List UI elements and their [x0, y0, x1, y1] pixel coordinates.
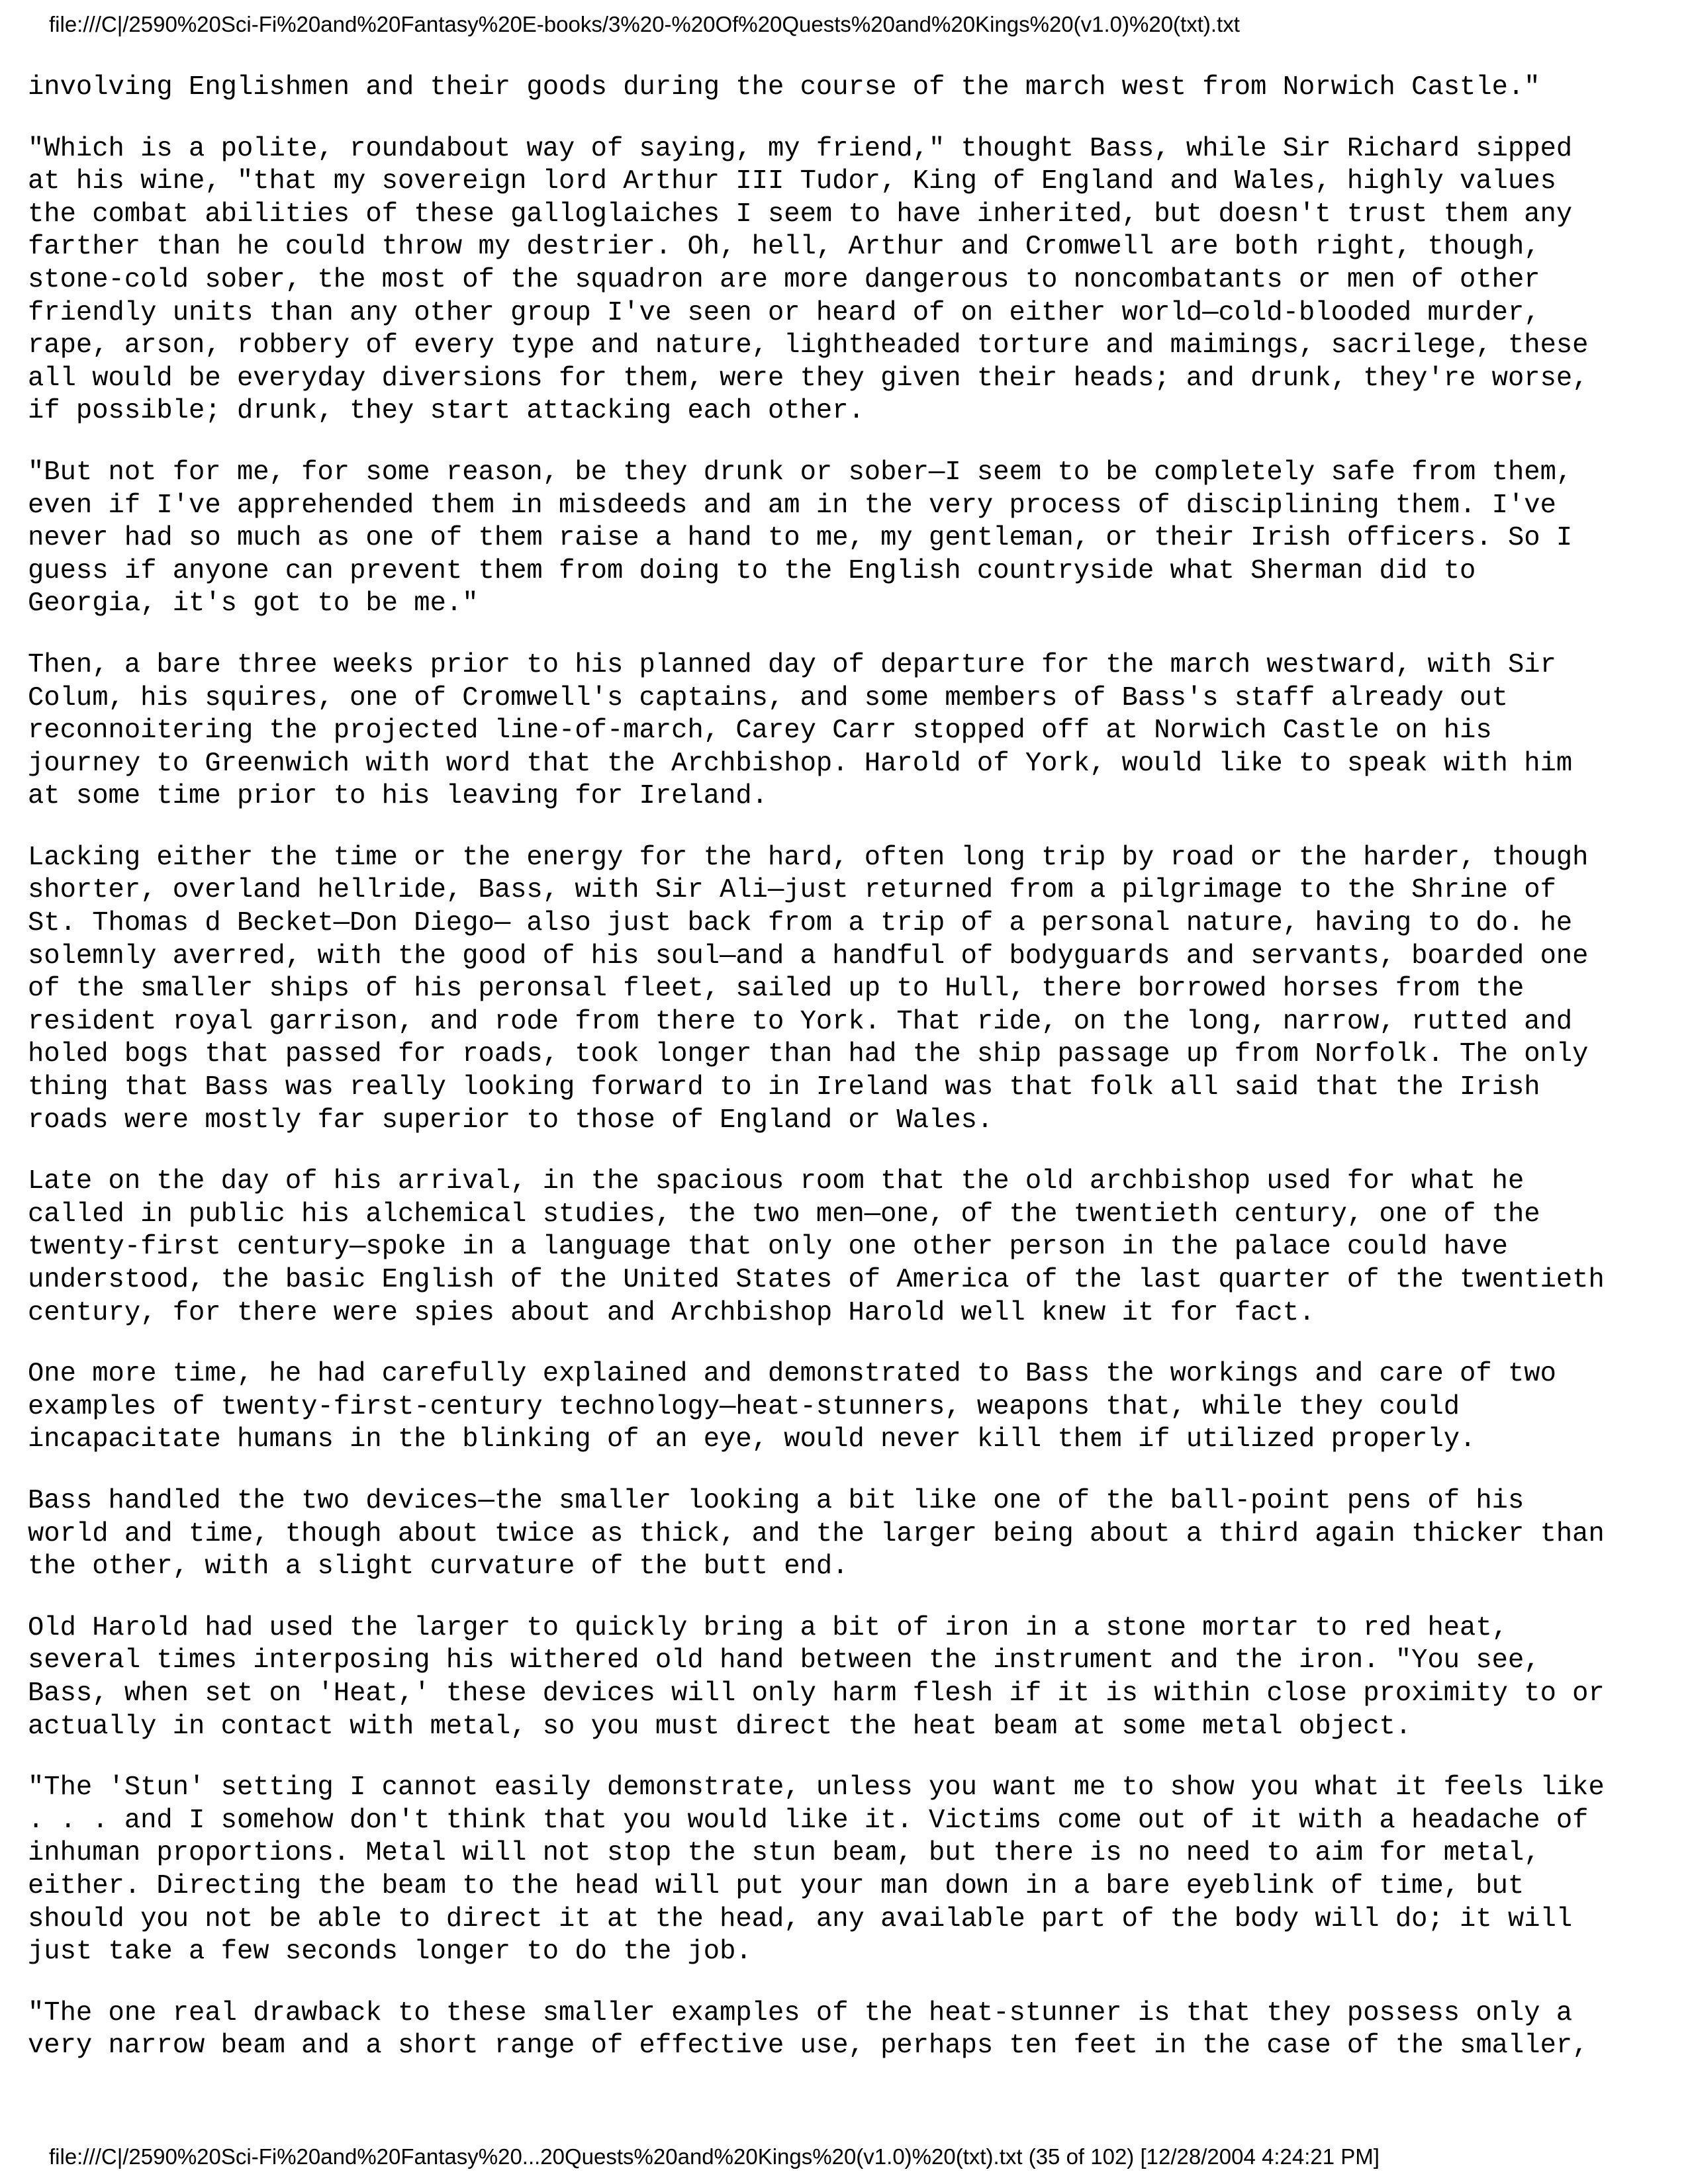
- paragraph: Bass handled the two devices—the smaller looking a bit like one of the ball-point pens of his world and time, though about twice as thick, and the larger being about a third again thicker than the other, with a slight curvature of the butt end.: [28, 1485, 1605, 1582]
- paragraph: involving Englishmen and their goods during the course of the march west from Norwich Castle.": [28, 72, 1540, 103]
- paragraph: "The one real drawback to these smaller examples of the heat-stunner is that they possess only a very narrow beam and a short range of effective use, perhaps ten feet in the case of the smaller,: [28, 1997, 1589, 2062]
- paragraph: "The 'Stun' setting I cannot easily demonstrate, unless you want me to show you what it feels like . . . and I somehow don't think that you would like it. Victims come out of it with a headache of inhuman proportions. Metal will not stop the stun beam, but there is no need to aim for metal, either. Directing the beam to the head will put your man down in a bare eyeblink of time, but should you not be able to direct it at the head, any available part of the body will do; it will just take a few seconds longer to do the job.: [28, 1772, 1605, 1968]
- paragraph: One more time, he had carefully explained and demonstrated to Bass the workings and care of two examples of twenty-first-century technology—heat-stunners, weapons that, while they could incapacitate humans in the blinking of an eye, would never kill them if utilized properly.: [28, 1359, 1556, 1455]
- paragraph: Then, a bare three weeks prior to his planned day of departure for the march westward, with Sir Colum, his squires, one of Cromwell's captains, and some members of Bass's staff already out reconnoitering the projected line-of-march, Carey Carr stopped off at Norwich Castle on his journey to Greenwich with word that the Archbishop. Harold of York, would like to speak with him at some time prior to his leaving for Ireland.: [28, 649, 1573, 812]
- paragraph: "Which is a polite, roundabout way of saying, my friend," thought Bass, while Sir Richard sipped at his wine, "that my sovereign lord Arthur III Tudor, King of England and Wales, highly values the combat abilities of these galloglaiches I seem to have inherited, but doesn't trust them any farther than he could throw my destrier. Oh, hell, Arthur and Cromwell are both right, though, stone-cold sober, the most of the squadron are more dangerous to noncombatants or men of other friendly units than any other group I've seen or heard of on either world—cold-blooded murder, rape, arson, robbery of every type and nature, lightheaded torture and maimings, sacrilege, these all would be everyday diversions for them, were they given their heads; and drunk, they're worse, if possible; drunk, they start attacking each other.: [28, 133, 1589, 427]
- page-footer-url: file:///C|/2590%20Sci-Fi%20and%20Fantasy%20...20Quests%20and%20Kings%20(v1.0)%20(txt).txt (35 of 102) [12/28/2004 4:24:21 PM]: [49, 2144, 1380, 2169]
- document-body: [28, 71, 1669, 2091]
- paragraph: Old Harold had used the larger to quickly bring a bit of iron in a stone mortar to red heat, several times interposing his withered old hand between the instrument and the iron. "You see, Bass, when set on 'Heat,' these devices will only harm flesh if it is within close proximity to or actually in contact with metal, so you must direct the heat beam at some metal object.: [28, 1612, 1605, 1742]
- paragraph: "But not for me, for some reason, be they drunk or sober—I seem to be completely safe from them, even if I've apprehended them in misdeeds and am in the very process of disciplining them. I've never had so much as one of them raise a hand to me, my gentleman, or their Irish officers. So I guess if anyone can prevent them from doing to the English countryside what Sherman did to Georgia, it's got to be me.": [28, 457, 1573, 619]
- paragraph: Lacking either the time or the energy for the hard, often long trip by road or the harder, though shorter, overland hellride, Bass, with Sir Ali—just returned from a pilgrimage to the Shrine of St. Thomas d Becket—Don Diego— also just back from a trip of a personal nature, having to do. he solemnly averred, with the good of his soul—and a handful of bodyguards and servants, boarded one of the smaller ships of his peronsal fleet, sailed up to Hull, there borrowed horses from the resident royal garrison, and rode from there to York. That ride, on the long, narrow, rutted and holed bogs that passed for roads, took longer than had the ship passage up from Norfolk. The only thing that Bass was really looking forward to in Ireland was that folk all said that the Irish roads were mostly far superior to those of England or Wales.: [28, 842, 1589, 1136]
- paragraph: Late on the day of his arrival, in the spacious room that the old archbishop used for what he called in public his alchemical studies, the two men—one, of the twentieth century, one of the twenty-first century—spoke in a language that only one other person in the palace could have understood, the basic English of the United States of America of the last quarter of the twentieth century, for there were spies about and Archbishop Harold well knew it for fact.: [28, 1166, 1605, 1328]
- page-header-url: file:///C|/2590%20Sci-Fi%20and%20Fantasy%20E-books/3%20-%20Of%20Quests%20and%20Kings%20(v1.0)%20(txt).txt: [49, 12, 1240, 36]
